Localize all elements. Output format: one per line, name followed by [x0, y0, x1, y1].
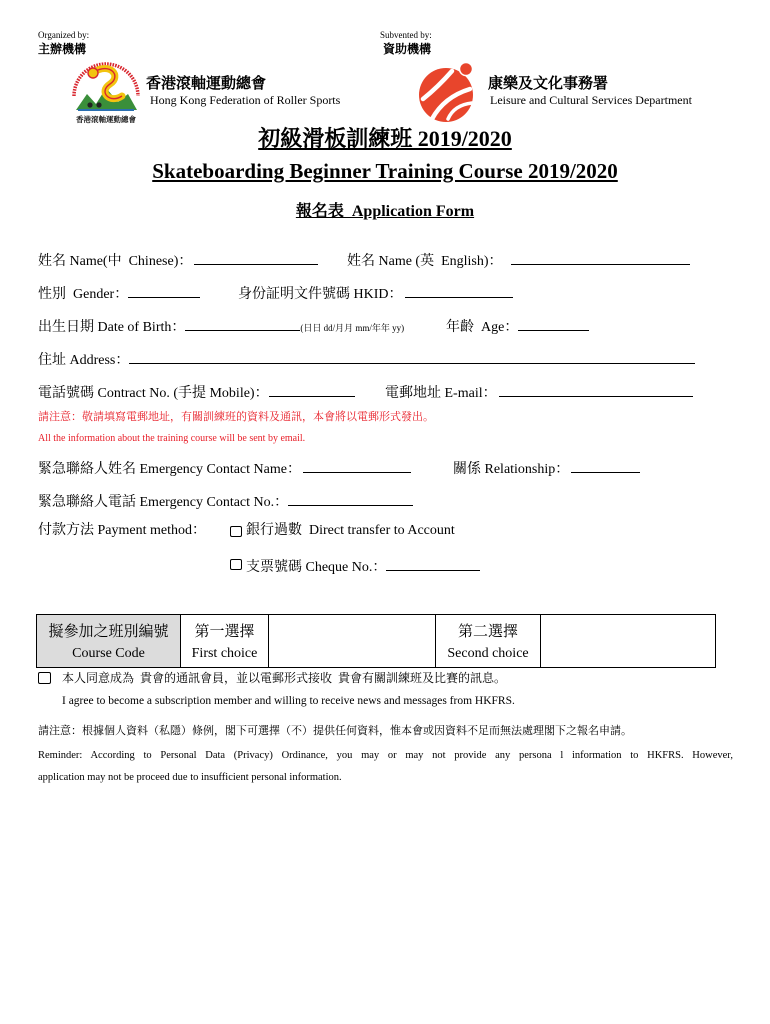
cheque-group	[246, 556, 480, 576]
cheque-checkbox[interactable]	[230, 559, 242, 570]
emergency-name-group	[38, 458, 411, 478]
form-title-text: 報名表 Application Form	[295, 203, 475, 220]
emergency-name-label: 緊急聯絡人姓名 Emergency Contact Name：	[38, 462, 301, 477]
sponsor-name-zh: 康樂及文化事務署	[488, 76, 609, 92]
consent-checkbox[interactable]	[38, 672, 51, 684]
first-choice-header-en: First choice	[191, 646, 258, 661]
course-choice-table	[36, 614, 716, 668]
relationship-group	[453, 458, 640, 478]
relationship-field[interactable]	[571, 458, 640, 473]
emergency-name-field[interactable]	[303, 458, 411, 473]
dob-group	[38, 316, 404, 336]
emergency-phone-label: 緊急聯絡人電話 Emergency Contact No.：	[38, 495, 289, 510]
sponsor-label-en: Subvented by:	[380, 30, 432, 40]
consent-text-en: I agree to become a subscription member and willing to receive news and messages from HKFRS.	[62, 695, 515, 707]
first-choice-header-zh: 第一選擇	[194, 624, 255, 640]
course-code-header-zh: 擬參加之班別編號	[48, 624, 169, 640]
hkid-group	[238, 283, 513, 303]
hkid-field[interactable]	[405, 283, 513, 298]
payment-method-label: 付款方法 Payment method：	[38, 523, 206, 538]
lcsd-logo	[416, 57, 478, 125]
first-choice-header-cell	[181, 615, 269, 668]
gender-field[interactable]	[128, 283, 200, 298]
title-en	[0, 159, 770, 184]
age-group	[446, 316, 589, 336]
cheque-number-field[interactable]	[386, 556, 480, 571]
sponsor-name-en: Leisure and Cultural Services Department	[490, 93, 692, 107]
first-choice-input[interactable]	[269, 615, 436, 668]
hkfrs-logo-text: 香港滾軸運動總會	[76, 115, 136, 124]
email-field[interactable]	[499, 382, 693, 397]
title-zh	[0, 126, 770, 152]
course-choice-row	[37, 615, 716, 668]
emergency-phone-field[interactable]	[288, 491, 413, 506]
organizer-name-en: Hong Kong Federation of Roller Sports	[150, 93, 341, 107]
privacy-notice-en-line1: Reminder: According to Personal Data (Privacy) Ordinance, you may or may not provide any persona l information to HKFRS. However,	[38, 750, 733, 761]
gender-group	[38, 283, 200, 303]
course-code-header-en: Course Code	[72, 646, 145, 661]
cheque-option-label[interactable]: 支票號碼 Cheque No.：	[246, 560, 387, 575]
chinese-name-group	[38, 250, 318, 270]
title-en-text: Skateboarding Beginner Training Course 2019/2020	[152, 159, 618, 183]
privacy-notice-zh: 請注意：根據個人資料（私隱）條例，閣下可選擇（不）提供任何資料，惟本會或因資料不足而無法處理閣下之報名申請。	[38, 725, 632, 737]
second-choice-header-en: Second choice	[447, 646, 529, 661]
english-name-group	[347, 250, 690, 270]
phone-field[interactable]	[269, 382, 355, 397]
sponsor-label-zh: 資助機構	[383, 42, 432, 56]
address-label: 住址 Address：	[38, 353, 130, 368]
second-choice-input[interactable]	[541, 615, 716, 668]
emergency-phone-group	[38, 491, 413, 511]
email-label: 電郵地址 E-mail：	[385, 386, 497, 401]
address-field[interactable]	[129, 349, 695, 364]
phone-label: 電話號碼 Contract No. (手提 Mobile)：	[38, 386, 269, 401]
organizer-name-zh: 香港滾軸運動總會	[146, 76, 267, 92]
dob-format-hint: (日日 dd/月月 mm/年年 yy)	[300, 323, 405, 333]
age-field[interactable]	[518, 316, 589, 331]
consent-text-zh: 本人同意成為 貴會的通訊會員，並以電郵形式接收 貴會有關訓練班及比賽的訊息。	[62, 671, 507, 685]
phone-group	[38, 382, 355, 402]
chinese-name-label: 姓名 Name(中 Chinese)：	[38, 254, 193, 269]
second-choice-header-cell	[436, 615, 541, 668]
chinese-name-field[interactable]	[194, 250, 318, 265]
course-code-header-cell	[37, 615, 181, 668]
hkid-label: 身份証明文件號碼 HKID：	[238, 287, 403, 302]
organizer-label-en: Organized by:	[38, 30, 90, 40]
title-zh-text: 初級滑板訓練班 2019/2020	[258, 126, 512, 151]
address-group	[38, 349, 695, 369]
email-group	[385, 382, 693, 402]
bank-transfer-option-label[interactable]: 銀行過數 Direct transfer to Account	[246, 523, 455, 538]
bank-transfer-checkbox[interactable]	[230, 526, 242, 537]
relationship-label: 關係 Relationship：	[453, 462, 570, 477]
organizer-label-zh: 主辦機構	[38, 42, 87, 56]
form-title	[0, 202, 770, 221]
dob-field[interactable]	[185, 316, 300, 331]
dob-label: 出生日期 Date of Birth：	[38, 320, 186, 335]
hkfrs-logo	[68, 58, 144, 126]
email-notice-zh: 請注意：敬請填寫電郵地址，有關訓練班的資料及通訊，本會將以電郵形式發出。	[38, 411, 434, 423]
second-choice-header-zh: 第二選擇	[457, 624, 518, 640]
english-name-label: 姓名 Name (英 English)：	[347, 254, 503, 269]
email-notice-en: All the information about the training course will be sent by email.	[38, 433, 306, 444]
privacy-notice-en-line2: application may not be proceed due to insufficient personal information.	[38, 772, 342, 783]
gender-label: 性別 Gender：	[38, 287, 129, 302]
age-label: 年齡 Age：	[446, 320, 519, 335]
english-name-field[interactable]	[511, 250, 690, 265]
